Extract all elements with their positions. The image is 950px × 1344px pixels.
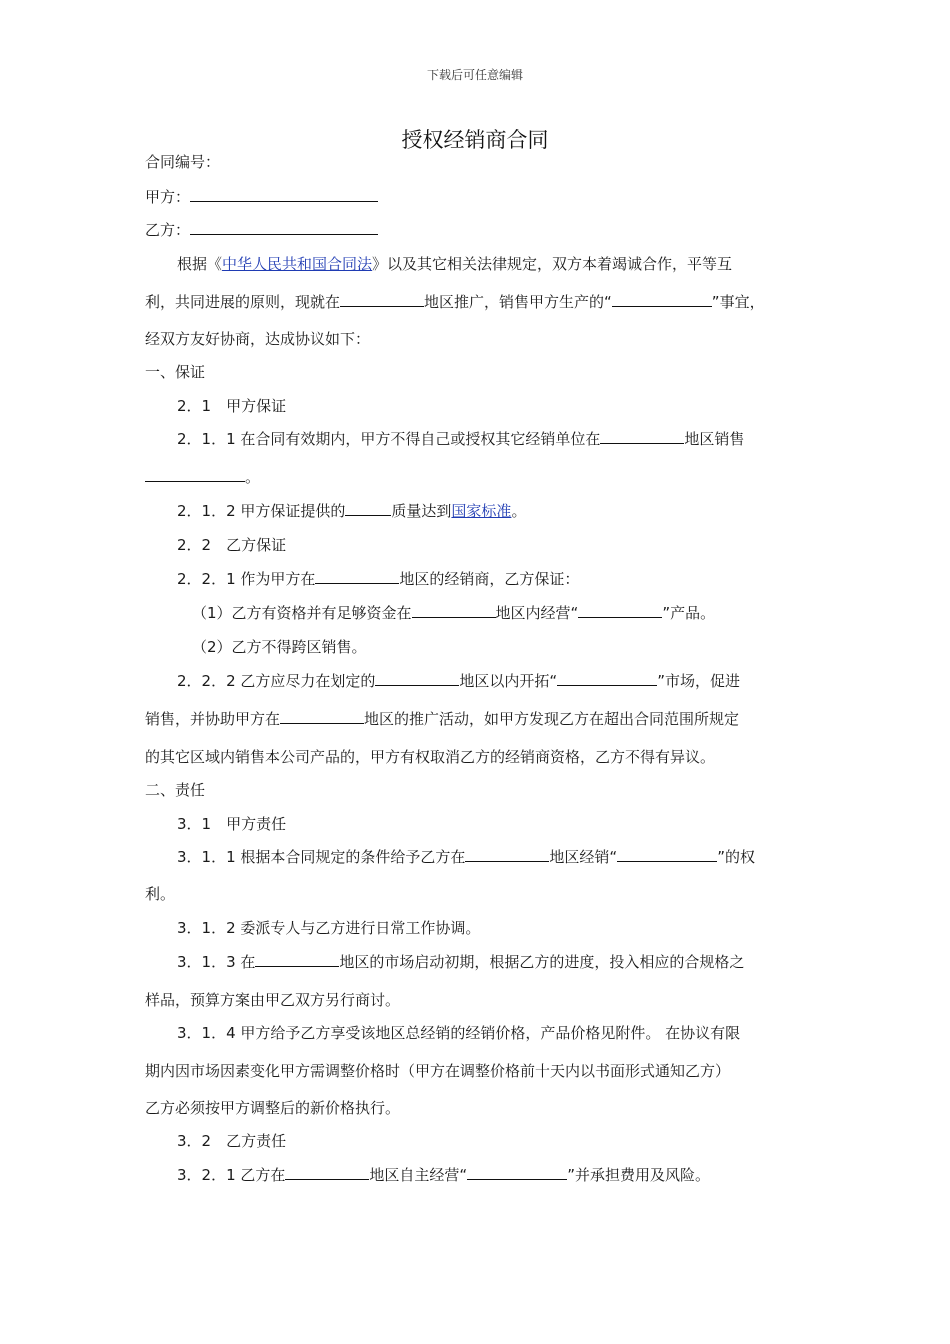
item-2 [192,637,367,657]
product-blank [557,671,657,686]
item-1 [192,603,715,623]
clause-text: 2．1．2 甲方保证提供的 [177,502,346,520]
region-blank [280,709,364,724]
clause-3-1-3 [177,952,744,972]
product-blank [617,847,717,862]
clause-text: ”的权 [717,848,755,866]
clause-text: 3．1．1 根据本合同规定的条件给予乙方在 [177,848,466,866]
clause-2-1-1-cont [145,467,260,487]
clause-text: 地区的经销商，乙方保证： [399,570,580,588]
clause-text: 3．1．2 委派专人与乙方进行日常工作协调。 [177,919,481,937]
clause-text: 质量达到 [391,502,452,520]
clause-text: 。 [245,468,261,486]
region-blank [600,429,684,444]
section-heading: 二、责任 [145,781,206,799]
party-a-label: 甲方： [145,188,191,206]
clause-3-1-2 [177,918,480,938]
clause-2-2 [177,535,286,555]
party-a-line [145,187,378,207]
item-text: ”产品。 [662,604,716,622]
clause-heading: 3．1 甲方责任 [177,815,287,833]
clause-heading: 2．1 甲方保证 [177,397,287,415]
product-blank [467,1165,567,1180]
clause-3-1-1 [177,847,755,867]
page-title: 授权经销商合同 [401,128,549,152]
product-blank [612,292,712,307]
product-blank [345,501,391,516]
clause-2-2-2 [177,671,740,691]
contract-number-line [145,152,220,172]
item-text: （2）乙方不得跨区销售。 [192,638,367,656]
clause-text: 样品，预算方案由甲乙双方另行商讨。 [145,991,401,1009]
party-b-line [145,220,378,240]
clause-text: 乙方必须按甲方调整后的新价格执行。 [145,1099,401,1117]
clause-2-2-1 [177,569,579,589]
clause-text: 销售，并协助甲方在 [145,710,281,728]
clause-text: ”市场，促进 [657,672,740,690]
region-blank [315,569,399,584]
clause-3-1-1-cont [145,884,175,904]
clause-text: 2．2．1 作为甲方在 [177,570,316,588]
section-responsibility-heading [145,780,205,800]
clause-3-1-3-cont [145,990,400,1010]
preamble-line-1 [177,254,732,274]
clause-2-1 [177,396,286,416]
clause-3-2 [177,1131,286,1151]
clause-text: ”并承担费用及风险。 [567,1166,710,1184]
clause-3-1-4 [177,1023,740,1043]
region-blank [412,603,496,618]
clause-text: 的其它区域内销售本公司产品的，甲方有权取消乙方的经销商资格，乙方不得有异议。 [145,748,716,766]
section-guarantee-heading [145,362,205,382]
clause-3-1-4-line-2 [145,1061,730,1081]
item-text: （1）乙方有资格并有足够资金在 [192,604,412,622]
clause-text: 地区的推广活动，如甲方发现乙方在超出合同范围所规定 [364,710,740,728]
region-blank [285,1165,369,1180]
item-text: 地区内经营“ [495,604,579,622]
preamble-line-3 [145,329,370,349]
preamble-line-2 [145,292,765,312]
preamble-text: 根据《 [177,255,223,273]
clause-3-2-1 [177,1165,710,1185]
clause-text: 期内因市场因素变化甲方需调整价格时（甲方在调整价格前十天内以书面形式通知乙方） [145,1062,731,1080]
clause-text: 地区销售 [684,430,745,448]
clause-2-1-2 [177,501,526,521]
clause-3-1-4-line-3 [145,1098,400,1118]
national-standard-link[interactable]: 国家标准 [451,502,512,520]
clause-text: 。 [511,502,527,520]
preamble-text: 》以及其它相关法律规定，双方本着竭诚合作，平等互 [372,255,733,273]
region-blank [375,671,459,686]
product-blank [578,603,662,618]
region-blank [465,847,549,862]
clause-text: 地区的市场启动初期，根据乙方的进度，投入相应的合规格之 [339,953,745,971]
preamble-text: 经双方友好协商，达成协议如下： [145,330,371,348]
clause-2-1-1 [177,429,744,449]
product-blank [145,467,245,482]
clause-text: 3．1．4 甲方给予乙方享受该地区总经销的经销价格，产品价格见附件。 在协议有限 [177,1024,741,1042]
clause-text: 3．2．1 乙方在 [177,1166,286,1184]
preamble-text: 地区推广，销售甲方生产的“ [424,293,612,311]
contract-number-label: 合同编号： [145,153,221,171]
preamble-text: 利，共同进展的原则，现就在 [145,293,341,311]
header-note: 下载后可任意编辑 [426,68,523,82]
clause-text: 地区自主经营“ [369,1166,468,1184]
clause-text: 2．1．1 在合同有效期内，甲方不得自己或授权其它经销单位在 [177,430,601,448]
clause-3-1 [177,814,286,834]
clause-2-2-2-line-3 [145,747,715,767]
clause-heading: 3．2 乙方责任 [177,1132,287,1150]
clause-2-2-2-line-2 [145,709,739,729]
party-b-blank [190,220,378,235]
region-blank [255,952,339,967]
section-heading: 一、保证 [145,363,206,381]
region-blank [340,292,424,307]
contract-law-link[interactable]: 中华人民共和国合同法 [222,255,373,273]
clause-text: 2．2．2 乙方应尽力在划定的 [177,672,376,690]
clause-heading: 2．2 乙方保证 [177,536,287,554]
clause-text: 利。 [145,885,176,903]
preamble-text: ”事宜， [711,293,765,311]
clause-text: 地区经销“ [549,848,618,866]
clause-text: 3．1．3 在 [177,953,256,971]
party-b-label: 乙方： [145,221,191,239]
party-a-blank [190,187,378,202]
clause-text: 地区以内开拓“ [459,672,558,690]
